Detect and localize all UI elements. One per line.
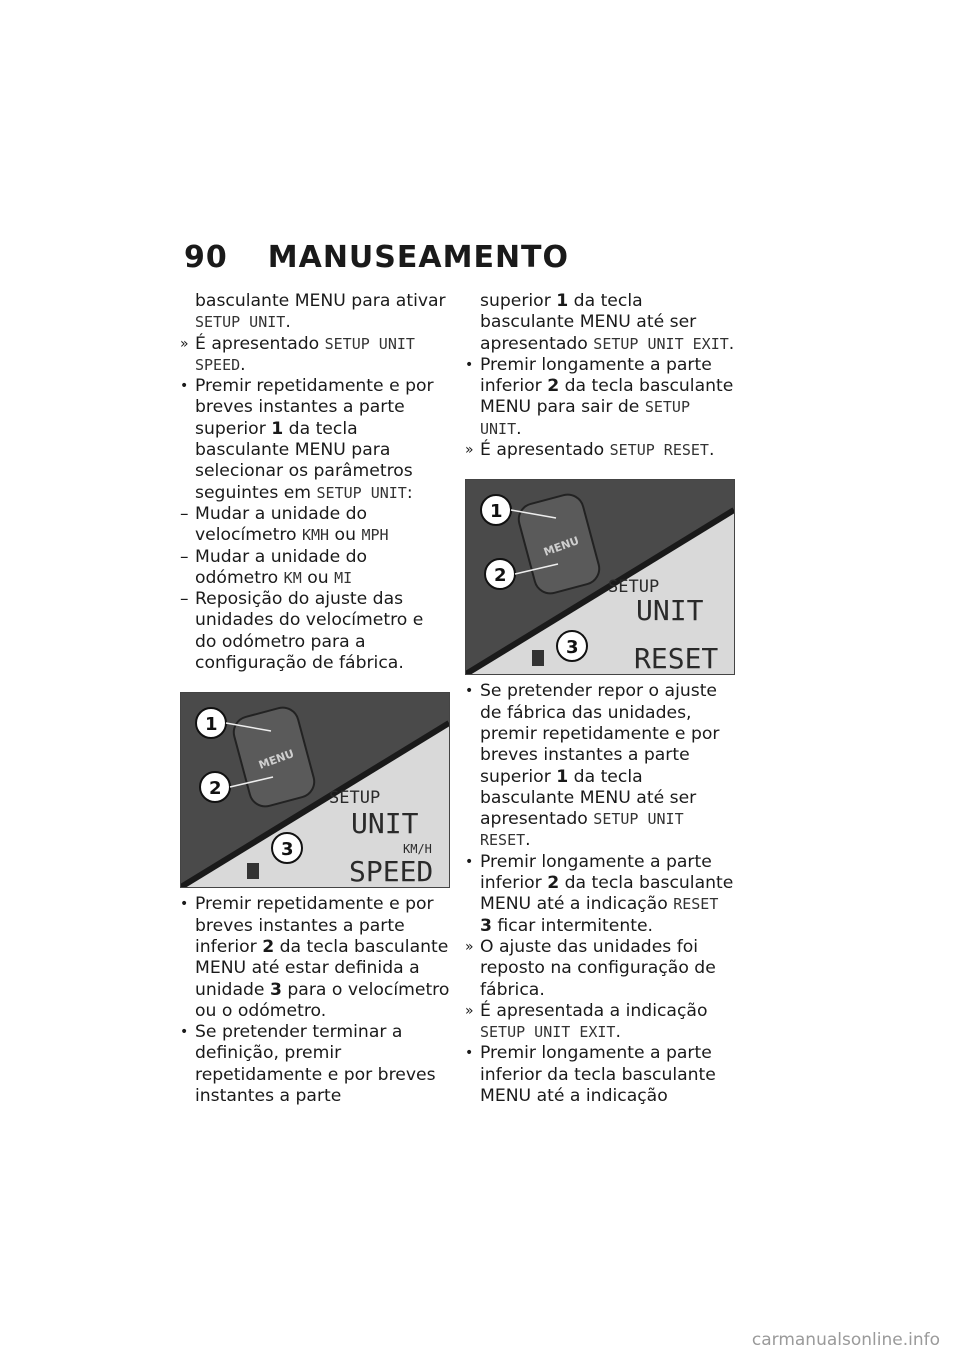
svg-text:3: 3 (281, 839, 294, 861)
display-code: SETUP RESET (609, 441, 709, 460)
bullet-marker: • (180, 378, 189, 395)
svg-text:1: 1 (205, 714, 218, 736)
paragraph: superior 1 da tecla basculante MENU até ser apresentado SETUP UNIT EXIT. (480, 291, 735, 354)
bullet-item: • Se pretender repor o ajuste de fábrica das unidades, premir repetidamente e por breves instantes a parte superior 1 da tecla basculante MENU até ser apresentado SETUP UNIT RESET. (465, 681, 720, 851)
bullet-marker: • (180, 1024, 189, 1041)
bullet-marker: • (180, 896, 189, 913)
bullet-item: • Se pretender terminar a definição, premir repetidamente e por breves instantes a parte (180, 1022, 436, 1107)
svg-text:1: 1 (490, 501, 503, 523)
menu-button-label: MENU (541, 534, 581, 560)
dash-item: – Reposição do ajuste das unidades do velocímetro e do odómetro para a configuração de fábrica. (180, 589, 424, 674)
dash-marker: – (180, 589, 189, 610)
display-code: SETUP UNIT (195, 313, 286, 332)
lcd-unit: UNIT (351, 807, 419, 841)
result-item: » É apresentado SETUP UNIT SPEED. (180, 333, 415, 375)
watermark: carmanualsonline.info (751, 1330, 940, 1350)
fuel-icon (247, 863, 259, 879)
bullet-item: • Premir longamente a parte inferior da tecla basculante MENU até a indicação (465, 1043, 716, 1107)
svg-text:2: 2 (209, 778, 222, 800)
page-number: 90 (184, 240, 228, 275)
lcd-reset: RESET (634, 642, 719, 675)
fuel-icon (532, 650, 544, 666)
svg-text:3: 3 (566, 637, 579, 659)
display-code: SETUP UNIT (316, 483, 407, 502)
result-item: » O ajuste das unidades foi reposto na configuração de fábrica. (465, 936, 716, 1000)
dash-marker: – (180, 546, 189, 567)
display-code: RESET (673, 895, 719, 914)
dash-item: – Mudar a unidade do velocímetro KMH ou MPH (180, 503, 389, 546)
lcd-unit: UNIT (636, 594, 704, 628)
result-item: » É apresentada a indicação SETUP UNIT EXIT. (465, 1000, 708, 1043)
result-marker: » (465, 1002, 474, 1019)
result-item: » É apresentado SETUP RESET. (465, 440, 715, 461)
lcd-setup: SETUP (608, 577, 660, 598)
svg-text:2: 2 (494, 565, 507, 587)
right-column (465, 291, 735, 1107)
bullet-marker: • (465, 853, 474, 870)
reset-figure (465, 479, 735, 675)
bullet-item: • Premir repetidamente e por breves instantes a parte inferior 2 da tecla basculante MENU até estar definida a unidade 3 para o velocímetro ou o odómetro. (180, 894, 450, 1021)
lcd-speed: SPEED (349, 855, 434, 888)
menu-button-label: MENU (256, 747, 296, 773)
result-marker: » (465, 938, 474, 955)
left-column (180, 291, 450, 1107)
lcd-setup: SETUP (329, 788, 381, 809)
result-marker: » (465, 442, 474, 459)
dash-item: – Mudar a unidade do odómetro KM ou MI (180, 546, 368, 588)
bullet-item: • Premir longamente a parte inferior 2 da tecla basculante MENU até a indicação RESET 3 ficar intermitente. (465, 851, 734, 936)
bullet-item: • Premir longamente a parte inferior 2 da tecla basculante MENU para sair de SETUP UNIT. (465, 354, 734, 439)
figure-photo (181, 693, 449, 887)
bullet-marker: • (465, 356, 474, 373)
menu-button-figure (180, 692, 450, 888)
display-code: SETUP UNIT SPEED (195, 334, 415, 374)
display-code: SETUP UNIT EXIT (480, 1023, 616, 1042)
display-code: SETUP UNIT RESET (480, 810, 684, 850)
paragraph: basculante MENU para ativar SETUP UNIT. (195, 291, 446, 333)
result-marker: » (180, 335, 189, 352)
figure-photo (466, 480, 734, 674)
lcd-kmh: KM/H (403, 842, 432, 857)
bullet-item: • Premir repetidamente e por breves instantes a parte superior 1 da tecla basculante MENU para selecionar os parâmetros seguintes em SETUP UNIT: (180, 376, 434, 503)
page-header (184, 240, 569, 275)
page-title: MANUSEAMENTO (267, 240, 570, 275)
display-code: SETUP UNIT (480, 398, 690, 438)
dash-marker: – (180, 503, 189, 524)
bullet-marker: • (465, 683, 474, 700)
display-code: SETUP UNIT EXIT (593, 334, 729, 353)
bullet-marker: • (465, 1045, 474, 1062)
